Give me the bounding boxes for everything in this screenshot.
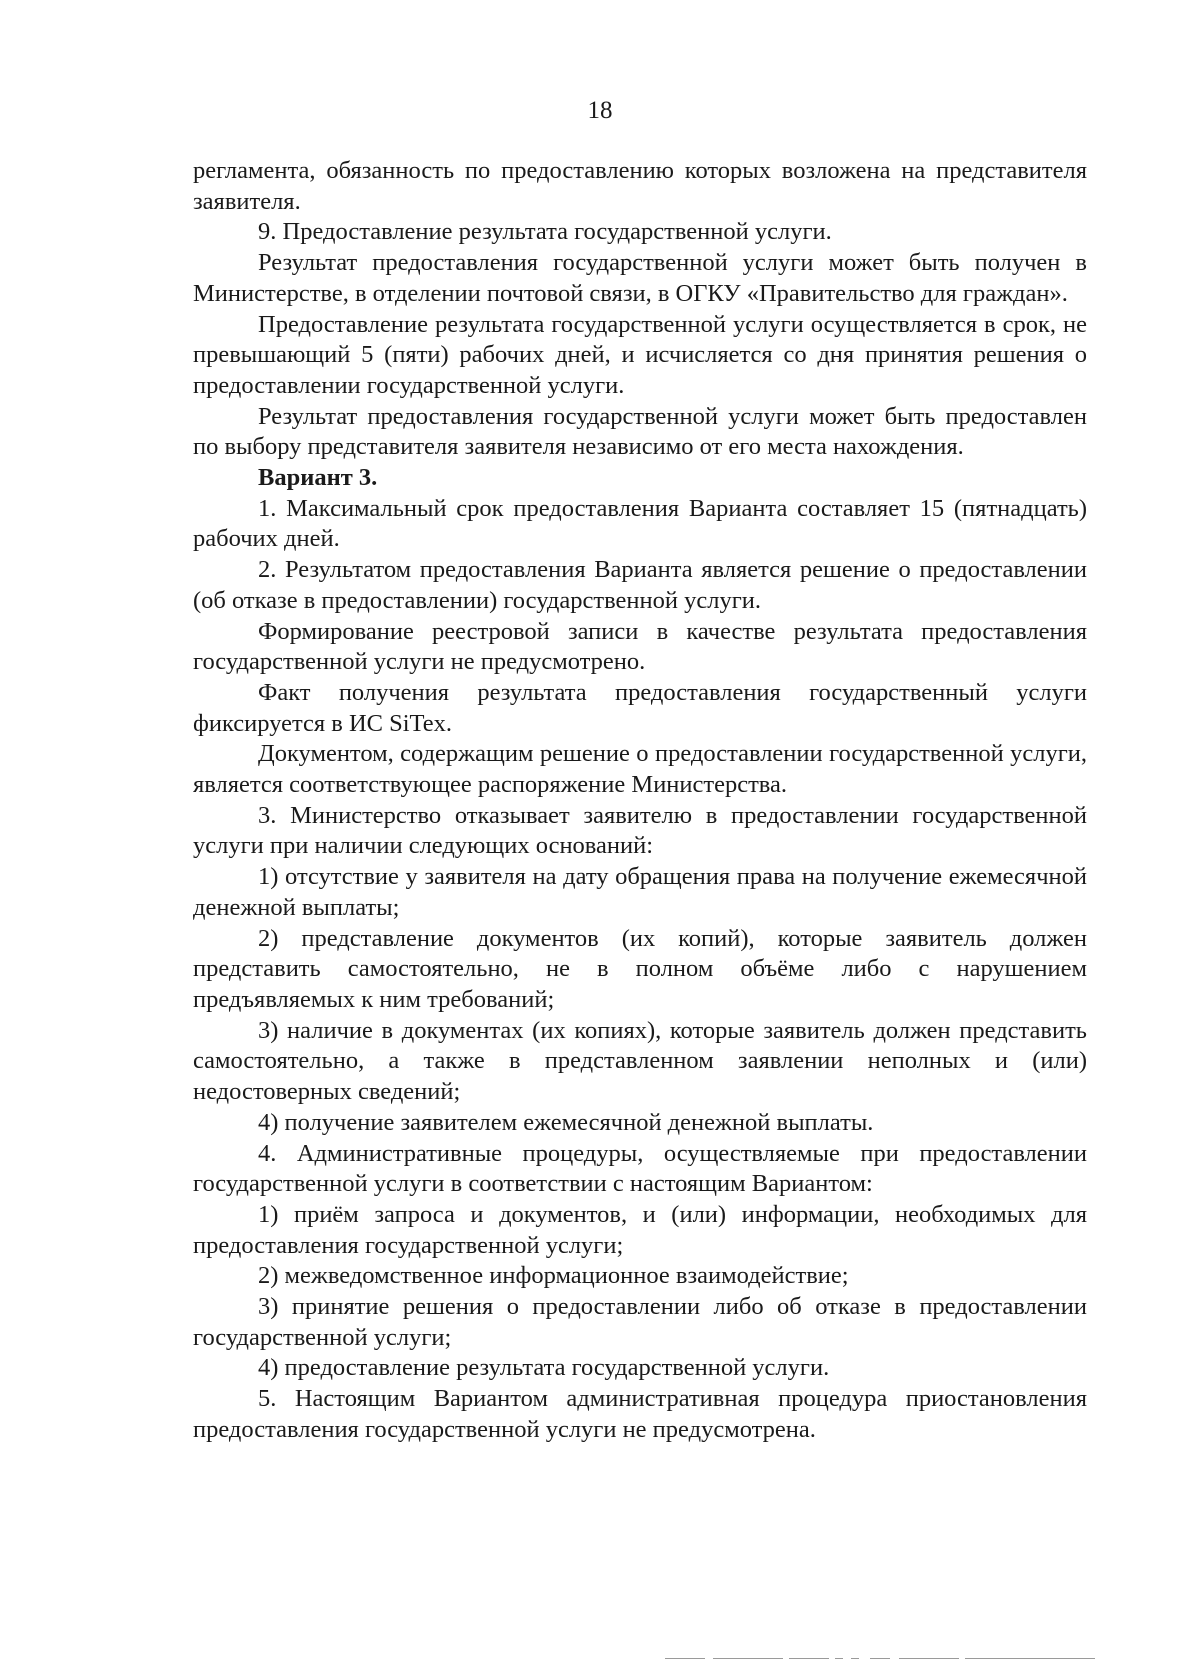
paragraph: 4) получение заявителем ежемесячной денежной выплаты. [258, 1108, 874, 1136]
paragraph: Результат предоставления государственной услуги может быть получен в Министерстве, в отделении почтовой связи, в ОГКУ «Правительство для граждан». [193, 249, 1087, 307]
document-body [193, 156, 1087, 1446]
paragraph: 5. Настоящим Вариантом административная процедура приостановления предоставления государственной услуги не предусмотрена. [193, 1385, 1087, 1443]
scan-artifact-lines [665, 1658, 1095, 1662]
paragraph: Документом, содержащим решение о предоставлении государственной услуги, является соответствующее распоряжение Министерства. [193, 740, 1087, 799]
paragraph: регламента, обязанность по предоставлению которых возложена на представителя заявителя. [193, 157, 1087, 215]
paragraph: 1) отсутствие у заявителя на дату обращения права на получение ежемесячной денежной выплаты; [193, 863, 1087, 921]
paragraph: Результат предоставления государственной услуги может быть предоставлен по выбору представителя заявителя независимо от его места нахождения. [193, 402, 1087, 461]
paragraph: 4. Административные процедуры, осуществляемые при предоставлении государственной услуги в соответствии с настоящим Вариантом: [193, 1139, 1087, 1198]
paragraph: 2. Результатом предоставления Варианта является решение о предоставлении (об отказе в предоставлении) государственной услуги. [193, 556, 1087, 614]
paragraph: 1. Максимальный срок предоставления Варианта составляет 15 (пятнадцать) рабочих дней. [193, 494, 1087, 553]
paragraph: Предоставление результата государственной услуги осуществляется в срок, не превышающий 5 (пяти) рабочих дней, и исчисляется со дня принятия решения о предоставлении государственной услуги. [193, 310, 1087, 399]
paragraph: 2) межведомственное информационное взаимодействие; [258, 1262, 849, 1290]
paragraph: 3. Министерство отказывает заявителю в предоставлении государственной услуги при наличии следующих оснований: [193, 801, 1087, 860]
paragraph: 3) наличие в документах (их копиях), которые заявитель должен представить самостоятельно, а также в представленном заявлении неполных и (или) недостоверных сведений; [193, 1016, 1087, 1106]
paragraph: 1) приём запроса и документов, и (или) информации, необходимых для предоставления государственной услуги; [193, 1200, 1087, 1259]
paragraph: Факт получения результата предоставления государственный услуги фиксируется в ИС SiTex. [193, 678, 1087, 737]
paragraph: 4) предоставление результата государственной услуги. [258, 1354, 830, 1382]
paragraph: 3) принятие решения о предоставлении либо об отказе в предоставлении государственной услуги; [193, 1293, 1087, 1351]
paragraph: Формирование реестровой записи в качестве результата предоставления государственной услуги не предусмотрено. [193, 617, 1087, 676]
paragraph: 9. Предоставление результата государственной услуги. [258, 218, 832, 246]
section-heading: Вариант 3. [258, 464, 378, 492]
page-number: 18 [587, 97, 613, 124]
paragraph: 2) представление документов (их копий), которые заявитель должен представить самостоятельно, не в полном объёме либо с нарушением предъявляемых к ним требований; [193, 924, 1087, 1013]
